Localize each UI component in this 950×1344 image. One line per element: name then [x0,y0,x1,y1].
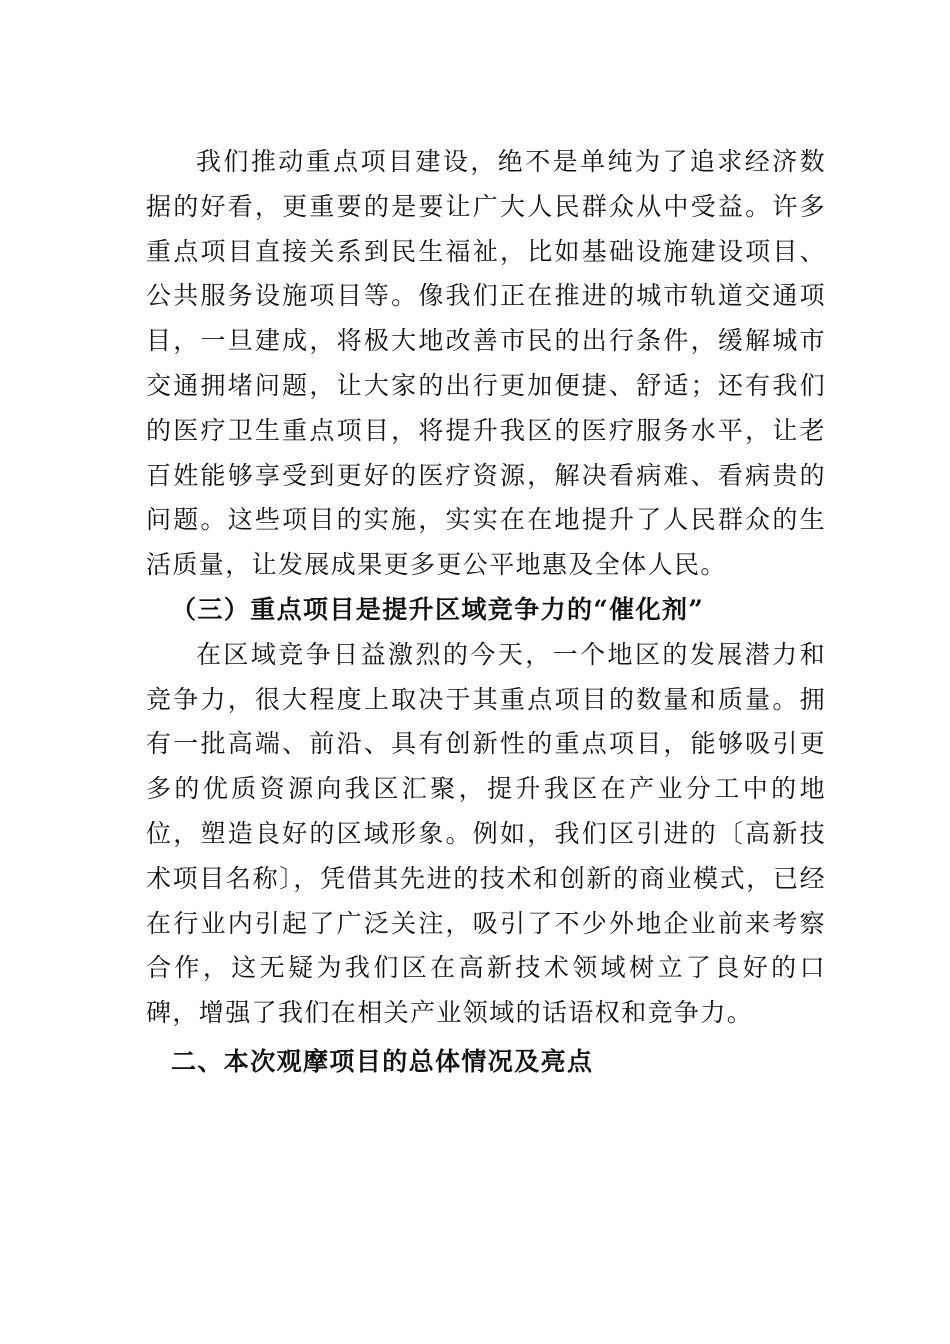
subheading-catalyst: （三）重点项目是提升区域竞争力的“催化剂” [171,594,705,624]
paragraph-livelihood: 我们推动重点项目建设，绝不是单纯为了追求经济数据的好看，更重要的是要让广大人民群众从中受益。许多重点项目直接关系到民生福祉，比如基础设施建设项目、公共服务设施项目等。像我们正在推进的城市轨道交通项目，一旦建成，将极大地改善市民的出行条件，缓解城市交通拥堵问题，让大家的出行更加便捷、舒适；还有我们的医疗卫生重点项目，将提升我区的医疗服务水平，让老百姓能够享受到更好的医疗资源，解决看病难、看病贵的问题。这些项目的实施，实实在在地提升了人民群众的生活质量，让发展成果更多更公平地惠及全体人民。 [146,147,826,580]
paragraph-competitiveness: 在区域竞争日益激烈的今天，一个地区的发展潜力和竞争力，很大程度上取决于其重点项目的数量和质量。拥有一批高端、前沿、具有创新性的重点项目，能够吸引更多的优质资源向我区汇聚，提升我区在产业分工中的地位，塑造良好的区域形象。例如，我们区引进的〔高新技术项目名称〕，凭借其先进的技术和创新的商业模式，已经在行业内引起了广泛关注，吸引了不少外地企业前来考察合作，这无疑为我们区在高新技术领域树立了良好的口碑，增强了我们在相关产业领域的话语权和竞争力。 [146,639,826,1028]
section-heading-overview: 二、本次观摩项目的总体情况及亮点 [171,1046,594,1076]
document-body [146,140,826,1085]
